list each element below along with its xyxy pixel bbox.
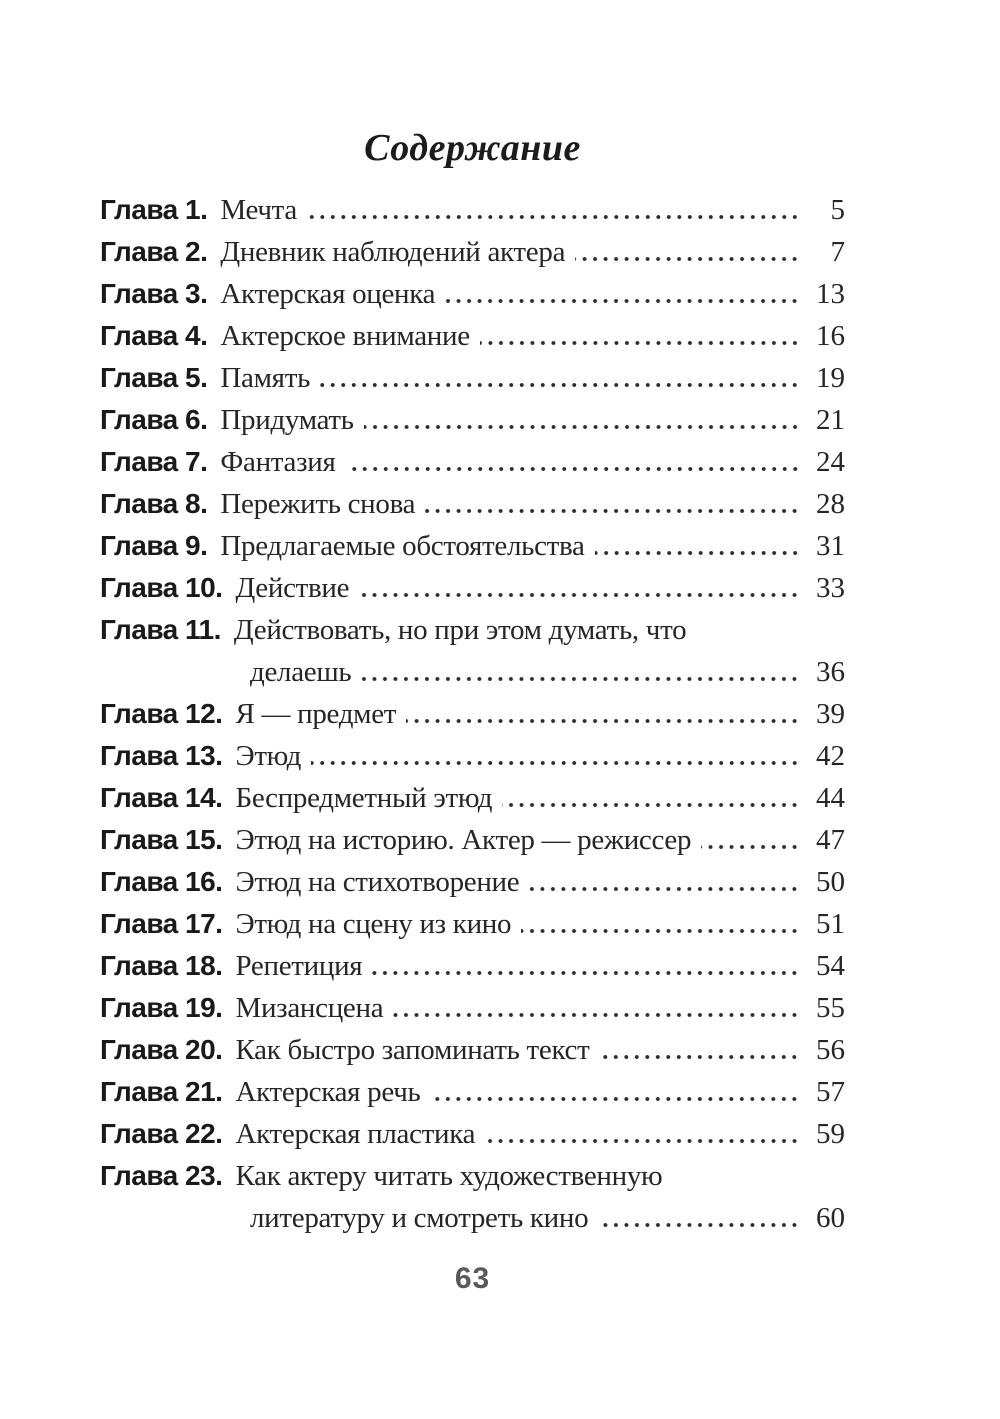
chapter-label: Глава 7. <box>100 446 208 477</box>
chapter-title: Этюд на стихотворение <box>235 866 520 898</box>
chapter-title: Мизансцена <box>235 992 384 1024</box>
dot-leader <box>307 215 800 219</box>
chapter-title: Этюд на историю. Актер — режиссер <box>235 824 692 856</box>
toc-entry <box>100 315 845 357</box>
toc-entry <box>100 525 845 567</box>
chapter-title: Память <box>220 362 310 394</box>
page-number: 51 <box>816 908 845 940</box>
chapter-label: Глава 9. <box>100 530 208 561</box>
page-number: 55 <box>816 992 845 1024</box>
toc-entry <box>100 945 845 987</box>
toc-entry <box>100 189 845 231</box>
toc-entry <box>100 357 845 399</box>
chapter-title: Этюд на сцену из кино <box>235 908 512 940</box>
chapter-label: Глава 12. <box>100 698 223 729</box>
dot-leader <box>311 761 800 765</box>
page-number: 60 <box>816 1202 845 1234</box>
page-number: 28 <box>816 488 845 520</box>
chapter-title: Беспредметный этюд <box>235 782 493 814</box>
toc-entry-line <box>100 609 845 651</box>
page-number: 21 <box>816 404 845 436</box>
toc-entry <box>100 819 845 861</box>
chapter-title: Придумать <box>220 404 354 436</box>
chapter-label: Глава 18. <box>100 950 223 981</box>
chapter-label: Глава 17. <box>100 908 223 939</box>
dot-leader <box>502 803 800 807</box>
toc-entry <box>100 273 845 315</box>
toc-entry <box>100 693 845 735</box>
dot-leader <box>359 593 800 597</box>
chapter-label: Глава 11. <box>100 614 221 645</box>
chapter-title: Актерская пластика <box>235 1118 476 1150</box>
toc-entry <box>100 861 845 903</box>
toc-entry <box>100 1155 845 1239</box>
dot-leader <box>445 299 800 303</box>
chapter-label: Глава 19. <box>100 992 223 1023</box>
page-number: 39 <box>816 698 845 730</box>
page-number: 16 <box>816 320 845 352</box>
chapter-title: Пережить снова <box>220 488 416 520</box>
chapter-label: Глава 20. <box>100 1034 223 1065</box>
toc-entry <box>100 231 845 273</box>
chapter-label: Глава 10. <box>100 572 223 603</box>
toc-entry <box>100 483 845 525</box>
page-number: 57 <box>816 1076 845 1108</box>
dot-leader <box>485 1139 800 1143</box>
dot-leader <box>701 845 800 849</box>
table-of-contents <box>100 189 845 1239</box>
page-number: 56 <box>816 1034 845 1066</box>
chapter-title: Мечта <box>220 194 297 226</box>
dot-leader <box>425 509 800 513</box>
dot-leader <box>521 929 800 933</box>
chapter-title-continuation: литературу и смотреть кино <box>250 1202 589 1234</box>
chapter-title: Этюд <box>235 740 302 772</box>
dot-leader <box>364 425 800 429</box>
toc-entry <box>100 441 845 483</box>
dot-leader <box>598 1223 800 1227</box>
chapter-label: Глава 16. <box>100 866 223 897</box>
page-number: 31 <box>816 530 845 562</box>
dot-leader <box>361 677 800 681</box>
chapter-label: Глава 13. <box>100 740 223 771</box>
page-number: 5 <box>830 194 845 226</box>
dot-leader <box>320 383 800 387</box>
dot-leader <box>393 1013 800 1017</box>
page-number: 47 <box>816 824 845 856</box>
toc-entry-line <box>100 1197 845 1239</box>
page-number: 13 <box>816 278 845 310</box>
chapter-label: Глава 2. <box>100 236 208 267</box>
chapter-label: Глава 15. <box>100 824 223 855</box>
chapter-title: Фантазия <box>220 446 336 478</box>
page-number: 50 <box>816 866 845 898</box>
page-number: 33 <box>816 572 845 604</box>
chapter-label: Глава 14. <box>100 782 223 813</box>
toc-entry <box>100 777 845 819</box>
chapter-title: Как актеру читать художественную <box>235 1160 663 1192</box>
chapter-title-continuation: делаешь <box>250 656 352 688</box>
page-number: 24 <box>816 446 845 478</box>
chapter-label: Глава 3. <box>100 278 208 309</box>
page-content <box>100 0 845 1239</box>
page-number: 36 <box>816 656 845 688</box>
folio-page-number: 63 <box>454 1262 491 1295</box>
dot-leader <box>406 719 800 723</box>
toc-entry <box>100 1113 845 1155</box>
dot-leader <box>346 467 800 471</box>
dot-leader <box>599 1055 800 1059</box>
chapter-label: Глава 6. <box>100 404 208 435</box>
chapter-title: Предлагаемые обстоятельства <box>220 530 585 562</box>
page-number: 59 <box>816 1118 845 1150</box>
chapter-title: Как быстро запоминать текст <box>235 1034 590 1066</box>
chapter-label: Глава 5. <box>100 362 208 393</box>
toc-entry <box>100 735 845 777</box>
chapter-title: Действие <box>235 572 350 604</box>
toc-entry-line <box>100 1155 845 1197</box>
toc-entry <box>100 609 845 693</box>
page-number: 54 <box>816 950 845 982</box>
toc-entry <box>100 1029 845 1071</box>
dot-leader <box>595 551 800 555</box>
chapter-title: Репетиция <box>235 950 363 982</box>
toc-entry <box>100 567 845 609</box>
chapter-label: Глава 21. <box>100 1076 223 1107</box>
chapter-title: Дневник наблюдений актера <box>220 236 566 268</box>
chapter-title: Актерское внимание <box>220 320 470 352</box>
chapter-label: Глава 4. <box>100 320 208 351</box>
dot-leader <box>430 1097 800 1101</box>
toc-entry <box>100 399 845 441</box>
chapter-title: Я — предмет <box>235 698 397 730</box>
chapter-label: Глава 8. <box>100 488 208 519</box>
chapter-label: Глава 22. <box>100 1118 223 1149</box>
page-title: Содержание <box>364 127 581 169</box>
toc-entry-line <box>100 651 845 693</box>
page-number: 19 <box>816 362 845 394</box>
toc-entry <box>100 1071 845 1113</box>
chapter-title: Актерская оценка <box>220 278 436 310</box>
dot-leader <box>575 257 800 261</box>
dot-leader <box>372 971 800 975</box>
chapter-label: Глава 1. <box>100 194 208 225</box>
chapter-title: Действовать, но при этом думать, что <box>233 614 687 646</box>
chapter-title: Актерская речь <box>235 1076 421 1108</box>
page-number: 44 <box>816 782 845 814</box>
page-number: 42 <box>816 740 845 772</box>
chapter-label: Глава 23. <box>100 1160 223 1191</box>
toc-entry <box>100 987 845 1029</box>
dot-leader <box>529 887 800 891</box>
dot-leader <box>480 341 800 345</box>
toc-entry <box>100 903 845 945</box>
page-number: 7 <box>830 236 845 268</box>
